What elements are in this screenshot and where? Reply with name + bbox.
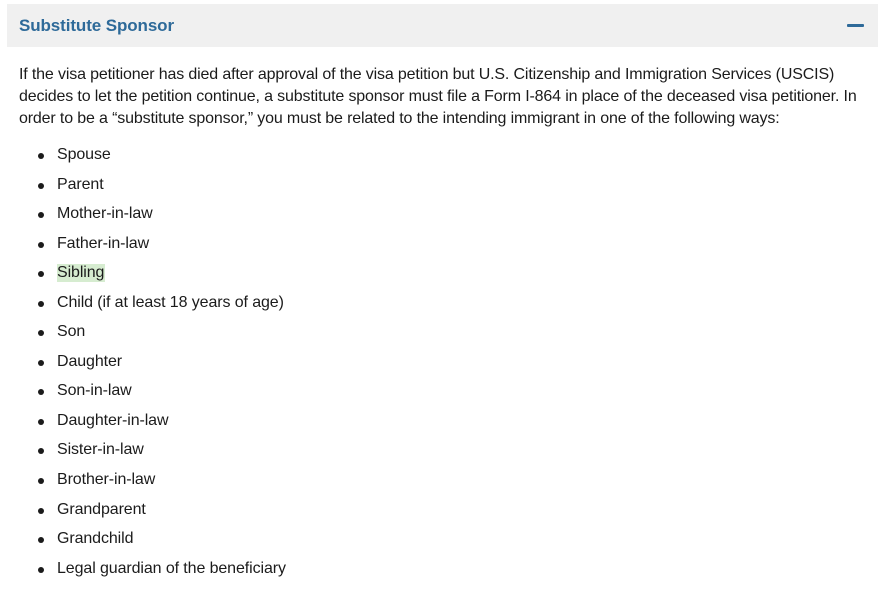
list-item-text: Son-in-law xyxy=(57,382,132,400)
bullet-icon xyxy=(38,360,44,366)
bullet-icon xyxy=(38,448,44,454)
list-item-text: Child (if at least 18 years of age) xyxy=(57,293,284,311)
collapse-button[interactable] xyxy=(845,16,865,36)
bullet-icon xyxy=(38,508,44,514)
accordion-title[interactable]: Substitute Sponsor xyxy=(19,16,174,35)
bullet-icon xyxy=(38,330,44,336)
highlighted-text: Sibling xyxy=(57,264,105,282)
list-item xyxy=(19,203,869,233)
bullet-icon xyxy=(38,537,44,543)
bullet-icon xyxy=(38,183,44,189)
list-item xyxy=(19,174,869,204)
list-item-text: Parent xyxy=(57,175,104,193)
accordion-header[interactable] xyxy=(7,4,878,47)
accordion-content xyxy=(19,64,869,587)
list-item-text: Grandparent xyxy=(57,500,146,518)
bullet-icon xyxy=(38,567,44,573)
list-item-text: Legal guardian of the beneficiary xyxy=(57,559,286,577)
list-item xyxy=(19,499,869,529)
bullet-icon xyxy=(38,478,44,484)
list-item-text: Father-in-law xyxy=(57,234,150,252)
list-item-text: Son xyxy=(57,323,86,341)
list-item-text: Spouse xyxy=(57,146,111,163)
list-item-text: Sister-in-law xyxy=(57,441,144,459)
bullet-icon xyxy=(38,242,44,248)
list-item xyxy=(19,528,869,558)
list-item xyxy=(19,233,869,263)
list-item-text: Daughter xyxy=(57,352,123,370)
list-item-text: Brother-in-law xyxy=(57,471,156,489)
list-item xyxy=(19,144,869,174)
bullet-icon xyxy=(38,301,44,307)
intro-paragraph: If the visa petitioner has died after approval of the visa petition but U.S. Citizenship and Immigration Services (USCIS) decides to let the petition continue, a substitute sponsor must file a Form I-864 in place of the deceased visa petitioner. In order to be a “substitute sponsor,” you must be related to the intending immigrant in one of the following ways: xyxy=(19,66,857,127)
list-item-text: Daughter-in-law xyxy=(57,411,169,429)
list-item-text: Mother-in-law xyxy=(57,205,153,223)
list-item xyxy=(19,469,869,499)
list-item xyxy=(19,262,869,292)
bullet-icon xyxy=(38,212,44,218)
list-item xyxy=(19,351,869,381)
list-item xyxy=(19,410,869,440)
minus-icon xyxy=(847,24,864,27)
bullet-icon xyxy=(38,389,44,395)
bullet-icon xyxy=(38,153,44,159)
bullet-icon xyxy=(38,271,44,277)
list-item xyxy=(19,292,869,322)
list-item-text: Grandchild xyxy=(57,530,134,548)
list-item xyxy=(19,558,869,588)
list-item xyxy=(19,321,869,351)
list-item xyxy=(19,380,869,410)
list-item xyxy=(19,439,869,469)
relations-list xyxy=(19,144,869,587)
bullet-icon xyxy=(38,419,44,425)
